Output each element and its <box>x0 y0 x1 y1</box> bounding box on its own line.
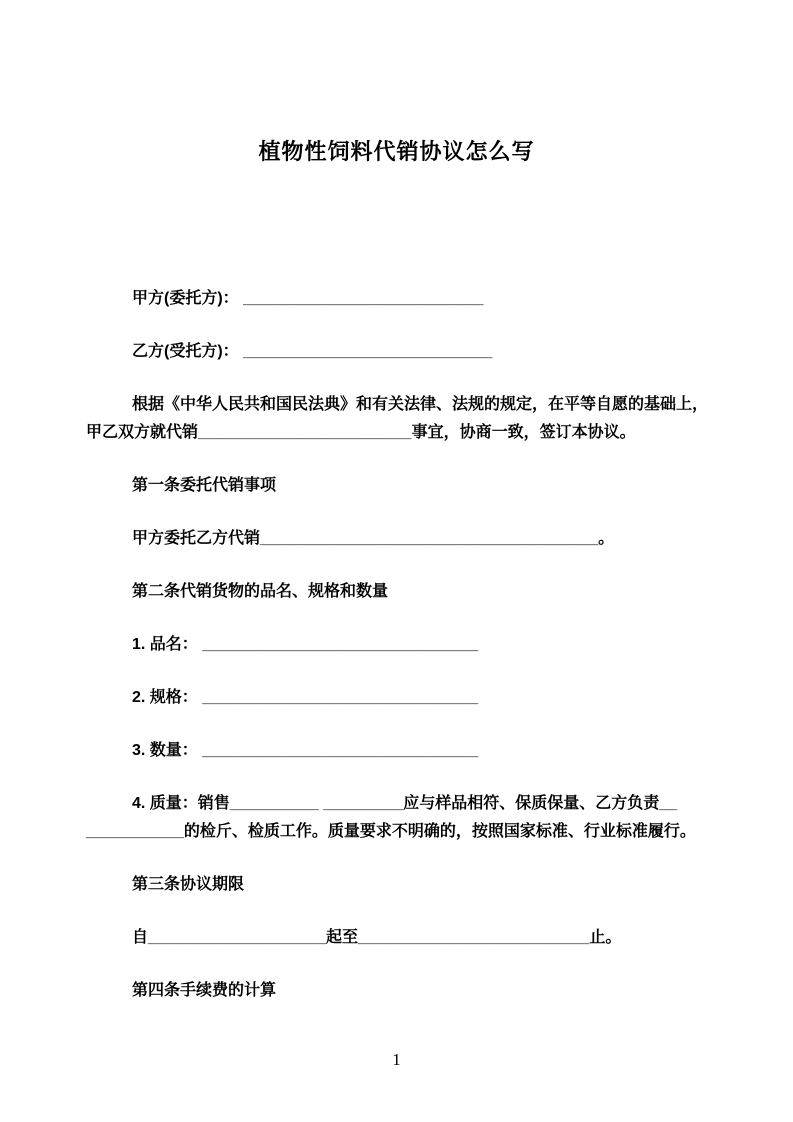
article-1-heading: 第一条委托代销事项 <box>132 477 277 494</box>
party-b-line: 乙方(受托方)： ____________________________ <box>132 343 493 360</box>
article-4-heading: 第四条手续费的计算 <box>132 982 277 999</box>
item-quantity-line: 3. 数量： _______________________________ <box>132 742 479 759</box>
item-spec-line: 2. 规格： _______________________________ <box>132 689 479 706</box>
item-quality-line-2: ___________的检斤、检质工作。质量要求不明确的，按照国家标准、行业标准履行。 <box>86 823 696 840</box>
term-line: 自____________________起至__________________________止。 <box>132 929 622 946</box>
article-3-heading: 第三条协议期限 <box>132 876 245 893</box>
article-2-heading: 第二条代销货物的品名、规格和数量 <box>132 583 389 600</box>
preamble-line-2: 甲乙双方就代销________________________事宜，协商一致，签订本协议。 <box>86 424 636 441</box>
document-title: 植物性饲料代销协议怎么写 <box>258 139 535 164</box>
party-a-line: 甲方(委托方)： ___________________________ <box>132 290 484 307</box>
article-1-consignment-line: 甲方委托乙方代销______________________________________。 <box>132 530 615 547</box>
page-number: 1 <box>392 1050 401 1069</box>
preamble-line-1: 根据《中华人民共和国民法典》和有关法律、法规的规定，在平等自愿的基础上， <box>132 396 709 413</box>
item-name-line: 1. 品名： _______________________________ <box>132 636 479 653</box>
document-body <box>86 285 709 1005</box>
item-quality-line-1: 4. 质量：销售__________ _________应与样品相符、保质保量、乙方负责__ <box>132 795 678 812</box>
